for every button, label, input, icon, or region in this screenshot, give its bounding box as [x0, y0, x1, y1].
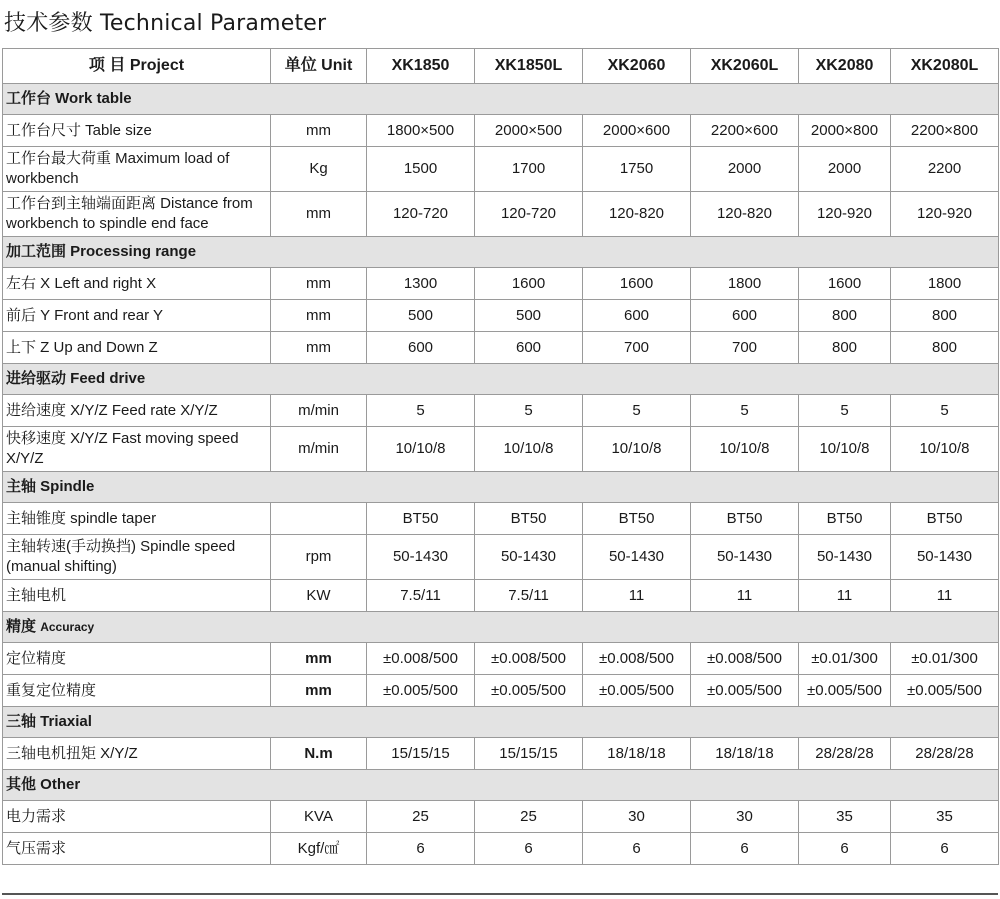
cell-value: 1600	[583, 268, 691, 300]
cell-value: 5	[691, 395, 799, 427]
cell-value: 5	[891, 395, 999, 427]
cell-value: 2000	[799, 147, 891, 192]
row-label: 三轴电机扭矩 X/Y/Z	[3, 738, 271, 770]
row-label: 电力需求	[3, 801, 271, 833]
row-label: 工作台到主轴端面距离 Distance from workbench to spindle end face	[3, 192, 271, 237]
cell-value: 120-820	[583, 192, 691, 237]
header-model: XK2060L	[691, 49, 799, 84]
cell-value: 2000×600	[583, 115, 691, 147]
cell-value: 5	[367, 395, 475, 427]
cell-value: ±0.005/500	[367, 675, 475, 707]
cell-value: BT50	[691, 503, 799, 535]
cell-value: 28/28/28	[799, 738, 891, 770]
table-row	[3, 643, 999, 675]
cell-value: ±0.008/500	[691, 643, 799, 675]
cell-value: 50-1430	[799, 535, 891, 580]
row-unit: KW	[271, 580, 367, 612]
section-header	[3, 612, 999, 643]
cell-value: 6	[891, 833, 999, 865]
table-row	[3, 833, 999, 865]
section-title-text: 进给驱动 Feed drive	[6, 370, 146, 387]
cell-value: 10/10/8	[367, 427, 475, 472]
cell-value: 18/18/18	[583, 738, 691, 770]
cell-value: 700	[691, 332, 799, 364]
row-label: 工作台最大荷重 Maximum load of workbench	[3, 147, 271, 192]
cell-value: 120-920	[891, 192, 999, 237]
row-unit: mm	[271, 115, 367, 147]
cell-value: ±0.005/500	[799, 675, 891, 707]
row-label: 主轴电机	[3, 580, 271, 612]
section-title	[3, 364, 999, 395]
cell-value: 30	[691, 801, 799, 833]
cell-value: 800	[799, 332, 891, 364]
cell-value: 6	[691, 833, 799, 865]
row-label: 左右 X Left and right X	[3, 268, 271, 300]
row-label: 前后 Y Front and rear Y	[3, 300, 271, 332]
section-title-text: 精度	[6, 618, 37, 635]
cell-value: 800	[799, 300, 891, 332]
cell-value: 120-720	[475, 192, 583, 237]
cell-value: 1800	[691, 268, 799, 300]
cell-value: 1500	[367, 147, 475, 192]
row-unit: mm	[271, 332, 367, 364]
row-unit: mm	[271, 268, 367, 300]
cell-value: 6	[799, 833, 891, 865]
cell-value: 6	[583, 833, 691, 865]
cell-value: 30	[583, 801, 691, 833]
cell-value: ±0.008/500	[583, 643, 691, 675]
row-unit: Kg	[271, 147, 367, 192]
cell-value: 50-1430	[691, 535, 799, 580]
cell-value: 15/15/15	[367, 738, 475, 770]
table-row	[3, 395, 999, 427]
cell-value: 11	[891, 580, 999, 612]
cell-value: 5	[583, 395, 691, 427]
cell-value: BT50	[475, 503, 583, 535]
section-title	[3, 707, 999, 738]
header-model: XK1850	[367, 49, 475, 84]
cell-value: 700	[583, 332, 691, 364]
row-unit: m/min	[271, 395, 367, 427]
section-title	[3, 237, 999, 268]
cell-value: ±0.005/500	[583, 675, 691, 707]
cell-value: 800	[891, 300, 999, 332]
row-unit: N.m	[271, 738, 367, 770]
cell-value: ±0.005/500	[891, 675, 999, 707]
header-model: XK2080L	[891, 49, 999, 84]
cell-value: ±0.008/500	[475, 643, 583, 675]
header-project: 项 目 Project	[3, 49, 271, 84]
cell-value: ±0.01/300	[799, 643, 891, 675]
cell-value: BT50	[799, 503, 891, 535]
cell-value: 6	[367, 833, 475, 865]
row-unit: rpm	[271, 535, 367, 580]
row-label: 重复定位精度	[3, 675, 271, 707]
table-row	[3, 427, 999, 472]
cell-value: 2000×500	[475, 115, 583, 147]
cell-value: 1600	[475, 268, 583, 300]
bottom-rule	[2, 893, 998, 895]
row-unit	[271, 503, 367, 535]
cell-value: ±0.01/300	[891, 643, 999, 675]
row-label: 定位精度	[3, 643, 271, 675]
cell-value: ±0.005/500	[691, 675, 799, 707]
cell-value: BT50	[891, 503, 999, 535]
row-label: 上下 Z Up and Down Z	[3, 332, 271, 364]
cell-value: 600	[583, 300, 691, 332]
cell-value: 10/10/8	[583, 427, 691, 472]
cell-value: BT50	[367, 503, 475, 535]
cell-value: BT50	[583, 503, 691, 535]
cell-value: 600	[691, 300, 799, 332]
cell-value: 35	[891, 801, 999, 833]
cell-value: 25	[367, 801, 475, 833]
cell-value: 11	[799, 580, 891, 612]
cell-value: 1300	[367, 268, 475, 300]
table-row	[3, 332, 999, 364]
header-row	[3, 49, 999, 84]
cell-value: 800	[891, 332, 999, 364]
section-title-en: Accuracy	[40, 620, 95, 634]
cell-value: 35	[799, 801, 891, 833]
row-label: 工作台尺寸 Table size	[3, 115, 271, 147]
table-row	[3, 115, 999, 147]
cell-value: 2200×800	[891, 115, 999, 147]
cell-value: 10/10/8	[891, 427, 999, 472]
cell-value: 500	[475, 300, 583, 332]
row-label: 快移速度 X/Y/Z Fast moving speed X/Y/Z	[3, 427, 271, 472]
cell-value: 11	[691, 580, 799, 612]
cell-value: 2200×600	[691, 115, 799, 147]
cell-value: 120-920	[799, 192, 891, 237]
section-header	[3, 472, 999, 503]
cell-value: 500	[367, 300, 475, 332]
cell-value: 10/10/8	[691, 427, 799, 472]
section-header	[3, 84, 999, 115]
section-title-text: 其他 Other	[6, 776, 81, 793]
row-unit: mm	[271, 675, 367, 707]
cell-value: 120-720	[367, 192, 475, 237]
row-unit: KVA	[271, 801, 367, 833]
cell-value: 1600	[799, 268, 891, 300]
cell-value: 10/10/8	[799, 427, 891, 472]
section-title-text: 主轴 Spindle	[6, 478, 95, 495]
cell-value: 5	[799, 395, 891, 427]
row-unit: mm	[271, 300, 367, 332]
header-model: XK1850L	[475, 49, 583, 84]
cell-value: 2000	[691, 147, 799, 192]
cell-value: 2200	[891, 147, 999, 192]
section-header	[3, 364, 999, 395]
section-title	[3, 84, 999, 115]
section-title-text: 工作台 Work table	[6, 90, 132, 107]
table-row	[3, 503, 999, 535]
cell-value: 1800	[891, 268, 999, 300]
table-row	[3, 675, 999, 707]
cell-value: ±0.008/500	[367, 643, 475, 675]
cell-value: 18/18/18	[691, 738, 799, 770]
table-row	[3, 580, 999, 612]
cell-value: 28/28/28	[891, 738, 999, 770]
section-header	[3, 237, 999, 268]
page-title: 技术参数 Technical Parameter	[4, 11, 327, 36]
cell-value: 1800×500	[367, 115, 475, 147]
table-row	[3, 192, 999, 237]
technical-parameter-table	[2, 48, 999, 865]
section-title	[3, 472, 999, 503]
cell-value: 50-1430	[583, 535, 691, 580]
section-title-text: 加工范围 Processing range	[6, 243, 197, 260]
cell-value: 50-1430	[891, 535, 999, 580]
section-title-text: 三轴 Triaxial	[6, 713, 92, 730]
row-unit: m/min	[271, 427, 367, 472]
cell-value: ±0.005/500	[475, 675, 583, 707]
cell-value: 2000×800	[799, 115, 891, 147]
header-model: XK2080	[799, 49, 891, 84]
cell-value: 6	[475, 833, 583, 865]
row-label: 主轴转速(手动换挡) Spindle speed (manual shifting)	[3, 535, 271, 580]
row-label: 主轴锥度 spindle taper	[3, 503, 271, 535]
cell-value: 7.5/11	[475, 580, 583, 612]
row-label: 气压需求	[3, 833, 271, 865]
header-model: XK2060	[583, 49, 691, 84]
cell-value: 600	[475, 332, 583, 364]
cell-value: 11	[583, 580, 691, 612]
cell-value: 120-820	[691, 192, 799, 237]
cell-value: 10/10/8	[475, 427, 583, 472]
cell-value: 7.5/11	[367, 580, 475, 612]
row-unit: mm	[271, 192, 367, 237]
section-title	[3, 612, 999, 643]
table-row	[3, 535, 999, 580]
cell-value: 50-1430	[367, 535, 475, 580]
row-unit: mm	[271, 643, 367, 675]
cell-value: 600	[367, 332, 475, 364]
table-row	[3, 147, 999, 192]
cell-value: 5	[475, 395, 583, 427]
header-unit: 单位 Unit	[271, 49, 367, 84]
table-row	[3, 738, 999, 770]
row-unit: Kgf/㎠	[271, 833, 367, 865]
section-title	[3, 770, 999, 801]
cell-value: 50-1430	[475, 535, 583, 580]
table-row	[3, 300, 999, 332]
section-header	[3, 707, 999, 738]
cell-value: 25	[475, 801, 583, 833]
cell-value: 1750	[583, 147, 691, 192]
cell-value: 15/15/15	[475, 738, 583, 770]
row-label: 进给速度 X/Y/Z Feed rate X/Y/Z	[3, 395, 271, 427]
table-row	[3, 801, 999, 833]
cell-value: 1700	[475, 147, 583, 192]
table-row	[3, 268, 999, 300]
section-header	[3, 770, 999, 801]
